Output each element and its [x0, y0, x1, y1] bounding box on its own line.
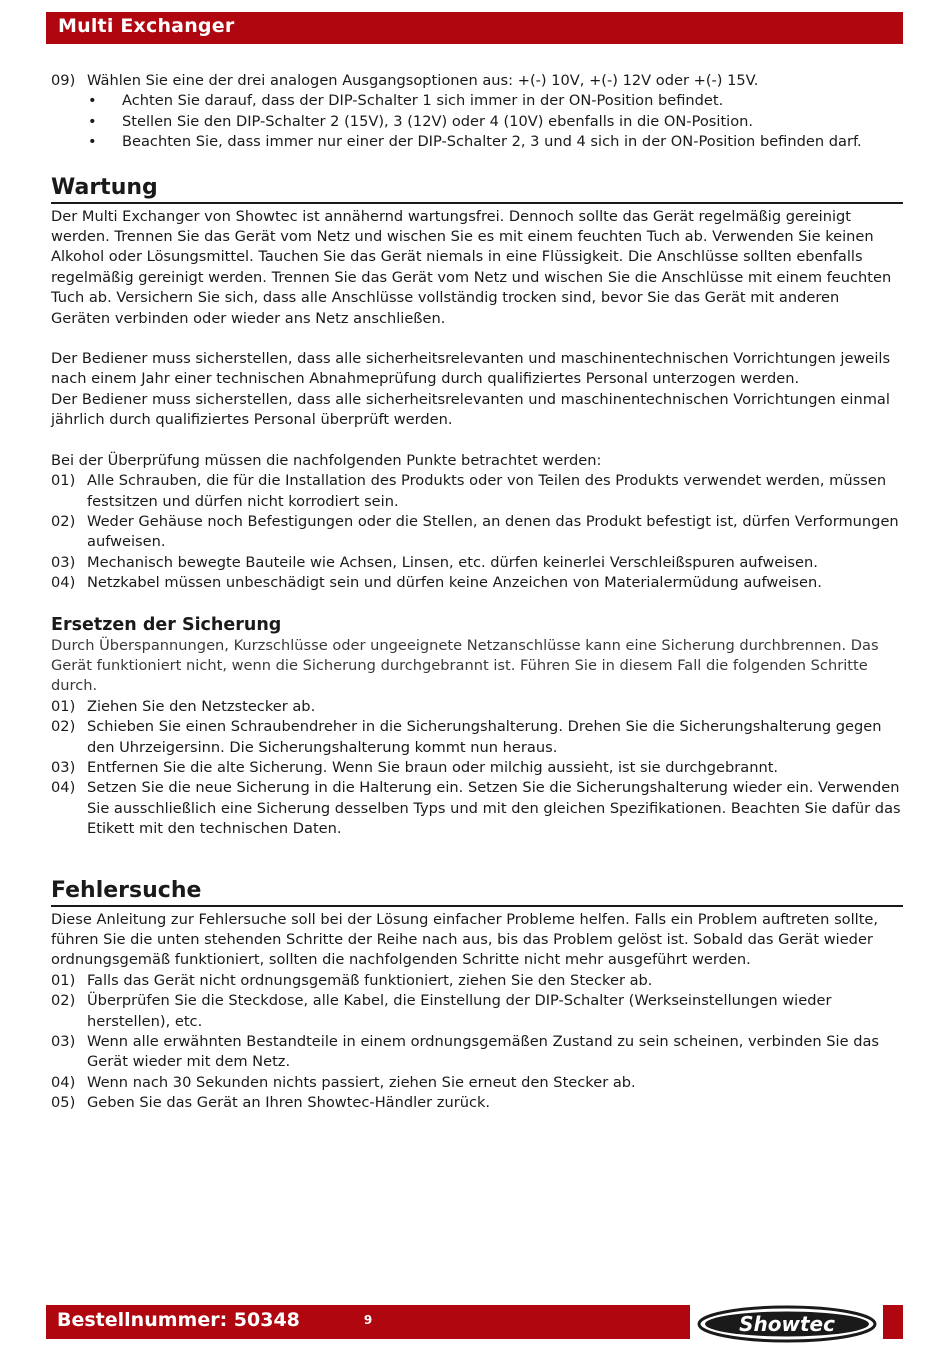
list-item — [51, 553, 903, 573]
item-text: Wenn alle erwähnten Bestandteile in einem ordnungsgemäßen Zustand zu sein scheinen, verbinden Sie das Gerät wieder mit dem Netz. — [87, 1033, 880, 1071]
item-text: Entfernen Sie die alte Sicherung. Wenn Sie braun oder milchig aussieht, ist sie durchgebrannt. — [87, 758, 779, 776]
bullet-text: Beachten Sie, dass immer nur einer der DIP-Schalter 2, 3 und 4 sich in der ON-Position befinden darf. — [122, 133, 862, 151]
item-text: Falls das Gerät nicht ordnungsgemäß funktioniert, ziehen Sie den Stecker ab. — [87, 971, 653, 989]
item-number: 03) — [51, 1033, 76, 1051]
item-number: 02) — [51, 992, 76, 1010]
bullet-text: Achten Sie darauf, dass der DIP-Schalter 1 sich immer in der ON-Position befindet. — [122, 92, 724, 110]
item-number: 01) — [51, 971, 76, 989]
step-number: 09) — [51, 72, 76, 89]
item-number: 04) — [51, 1073, 76, 1091]
list-item — [51, 991, 903, 1032]
item-text: Geben Sie das Gerät an Ihren Showtec-Händler zurück. — [87, 1094, 491, 1112]
bullet-item — [51, 91, 903, 111]
step-09 — [51, 71, 903, 91]
item-number: 02) — [51, 512, 76, 530]
item-text: Überprüfen Sie die Steckdose, alle Kabel, die Einstellung der DIP-Schalter (Werkseinstellungen wieder herstellen), etc. — [87, 992, 832, 1030]
section-heading-fehlersuche: Fehlersuche — [51, 878, 903, 907]
bullet-icon: • — [88, 92, 97, 110]
item-text: Ziehen Sie den Netzstecker ab. — [87, 697, 316, 715]
page-content — [51, 71, 903, 1114]
item-text: Schieben Sie einen Schraubendreher in die Sicherungshalterung. Drehen Sie die Sicherungshalterung gegen den Uhrzeigersinn. Die Sicherungshalterung kommt nun heraus. — [87, 718, 882, 756]
logo-text: Showtec — [739, 1312, 835, 1336]
page-number: 9 — [363, 1313, 373, 1327]
wartung-paragraph: Bei der Überprüfung müssen die nachfolgenden Punkte betrachtet werden: — [51, 451, 602, 469]
list-item — [51, 471, 903, 512]
list-item — [51, 573, 903, 593]
item-text: Weder Gehäuse noch Befestigungen oder die Stellen, an denen das Produkt befestigt ist, dürfen Verformungen aufweisen. — [87, 512, 899, 551]
list-item — [51, 1093, 903, 1113]
bullet-item — [51, 132, 903, 152]
sicherung-intro: Durch Überspannungen, Kurzschlüsse oder ungeeignete Netzanschlüsse kann eine Sicherung durchbrennen. Das Gerät funktioniert nicht, wenn die Sicherung durchgebrannt ist. Führen Sie in diesem Fall die folgenden Schritte durch. — [51, 636, 879, 695]
item-text: Alle Schrauben, die für die Installation des Produkts oder von Teilen des Produkts verwendet werden, müssen festsitzen und dürfen nicht korrodiert sein. — [87, 472, 887, 510]
section-heading-sicherung: Ersetzen der Sicherung — [51, 614, 282, 635]
bullet-item — [51, 112, 903, 132]
bullet-icon: • — [88, 112, 97, 130]
item-number: 03) — [51, 758, 76, 776]
item-number: 05) — [51, 1094, 76, 1112]
list-item — [51, 778, 903, 839]
bullet-text: Stellen Sie den DIP-Schalter 2 (15V), 3 (12V) oder 4 (10V) ebenfalls in die ON-Position. — [122, 112, 754, 130]
item-number: 03) — [51, 553, 76, 571]
list-item — [51, 1032, 903, 1073]
list-item — [51, 758, 903, 778]
footer-bar-right — [883, 1305, 903, 1339]
wartung-paragraph: Der Multi Exchanger von Showtec ist annähernd wartungsfrei. Dennoch sollte das Gerät regelmäßig gereinigt werden. Trennen Sie das Gerät vom Netz und wischen Sie es mit einem feuchten Tuch ab. Verwenden Sie keinen Alkohol oder Lösungsmittel. Tauchen Sie das Gerät niemals in eine Flüssigkeit. Die Anschlüsse sollten ebenfalls regelmäßig gereinigt werden. Trennen Sie das Gerät vom Netz und wischen Sie die Anschlüsse mit einem feuchten Tuch ab. Versichern Sie sich, dass alle Anschlüsse vollständig trocken sind, bevor Sie das Gerät mit anderen Geräten verbinden oder wieder ans Netz anschließen. — [51, 207, 892, 327]
item-number: 01) — [51, 472, 76, 490]
list-item — [51, 971, 903, 991]
wartung-paragraph: Der Bediener muss sicherstellen, dass alle sicherheitsrelevanten und maschinentechnischen Vorrichtungen jeweils nach einem Jahr einer technischen Abnahmeprüfung durch qualifiziertes Personal unterzogen werden. — [51, 350, 891, 388]
item-text: Setzen Sie die neue Sicherung in die Halterung ein. Setzen Sie die Sicherungshalterung wieder ein. Verwenden Sie ausschließlich eine Sicherung desselben Typs und mit den gleichen Spezifikationen. Beachten Sie dafür das Etikett mit den technischen Daten. — [87, 779, 901, 838]
bullet-icon: • — [88, 133, 97, 151]
item-number: 04) — [51, 574, 76, 592]
list-item — [51, 717, 903, 758]
item-text: Netzkabel müssen unbeschädigt sein und dürfen keine Anzeichen von Materialermüdung aufweisen. — [87, 574, 822, 592]
list-item — [51, 512, 903, 553]
item-number: 01) — [51, 697, 76, 715]
showtec-logo — [697, 1305, 877, 1343]
list-item — [51, 1073, 903, 1093]
fehlersuche-intro: Diese Anleitung zur Fehlersuche soll bei der Lösung einfacher Probleme helfen. Falls ein Problem auftreten sollte, führen Sie die unten stehenden Schritte der Reihe nach aus, bis das Problem gelöst ist. Sobald das Gerät wieder ordnungsgemäß funktioniert, sollten die nachfolgenden Schritte nicht mehr ausgeführt werden. — [51, 910, 879, 969]
list-item — [51, 697, 903, 717]
step-text: Wählen Sie eine der drei analogen Ausgangsoptionen aus: +(-) 10V, +(-) 12V oder +(-) 15V. — [87, 72, 759, 89]
item-number: 04) — [51, 779, 76, 797]
wartung-paragraph: Der Bediener muss sicherstellen, dass alle sicherheitsrelevanten und maschinentechnischen Vorrichtungen einmal jährlich durch qualifiziertes Personal überprüft werden. — [51, 390, 890, 429]
order-number: Bestellnummer: 50348 — [57, 1309, 300, 1331]
item-text: Mechanisch bewegte Bauteile wie Achsen, Linsen, etc. dürfen keinerlei Verschleißspuren aufweisen. — [87, 553, 818, 571]
item-text: Wenn nach 30 Sekunden nichts passiert, ziehen Sie erneut den Stecker ab. — [87, 1073, 636, 1091]
footer-bar — [46, 1305, 690, 1339]
section-heading-wartung: Wartung — [51, 175, 903, 204]
document-title: Multi Exchanger — [58, 15, 235, 37]
item-number: 02) — [51, 718, 76, 736]
header-bar — [46, 12, 903, 44]
